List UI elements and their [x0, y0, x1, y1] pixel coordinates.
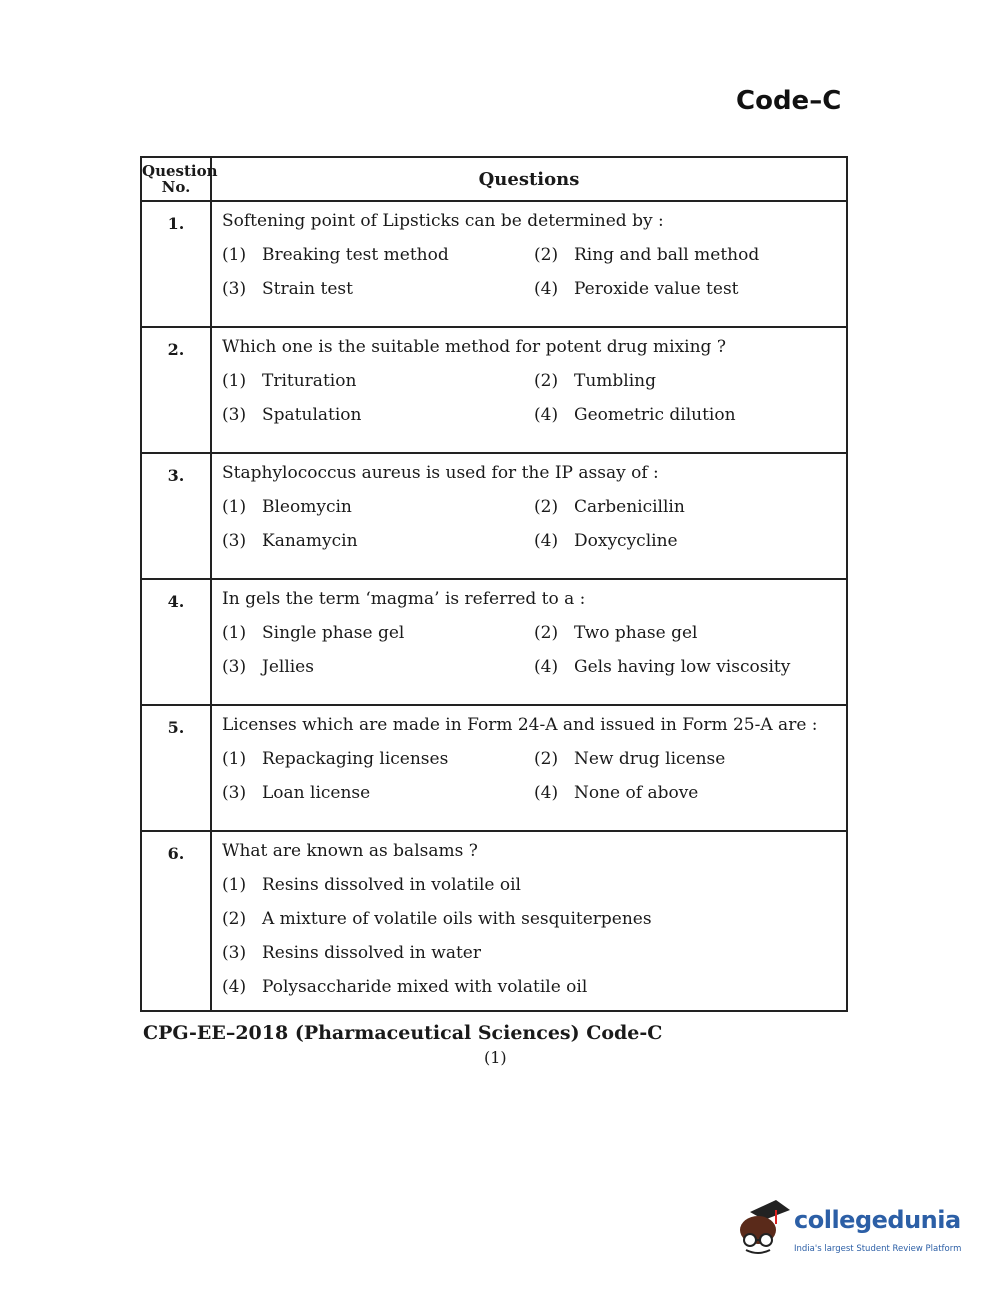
logo-tagline: India's largest Student Review Platform — [794, 1244, 962, 1254]
logo-name: collegedunia — [794, 1206, 961, 1234]
table-header-row — [141, 157, 847, 201]
paper-code: Code–C — [736, 86, 842, 116]
option: (2) Carbenicillin — [534, 497, 685, 517]
table-row — [141, 831, 847, 1011]
mascot-icon — [736, 1196, 792, 1256]
option: (3) Resins dissolved in water — [222, 943, 481, 963]
question-text: Staphylococcus aureus is used for the IP assay of : — [222, 463, 659, 483]
options — [222, 748, 846, 804]
option: (1) Repackaging licenses — [222, 749, 449, 769]
option: (1) Resins dissolved in volatile oil — [222, 875, 521, 895]
question-no-header: Question No. — [141, 157, 211, 201]
option: (2) Ring and ball method — [534, 245, 760, 265]
option: (2) A mixture of volatile oils with sesquiterpenes — [222, 909, 652, 929]
option: (1) Trituration — [222, 371, 357, 391]
option: (4) Peroxide value test — [534, 279, 739, 299]
question-cell — [211, 453, 847, 579]
option: (4) None of above — [534, 783, 699, 803]
table-row — [141, 327, 847, 453]
option: (3) Kanamycin — [222, 531, 358, 551]
question-text: Softening point of Lipsticks can be determined by : — [222, 211, 664, 231]
option: (4) Doxycycline — [534, 531, 678, 551]
option: (4) Geometric dilution — [534, 405, 736, 425]
option: (3) Strain test — [222, 279, 353, 299]
option: (2) New drug license — [534, 749, 726, 769]
page-number: (1) — [484, 1048, 507, 1067]
questions-table — [140, 156, 848, 1012]
question-text: Which one is the suitable method for potent drug mixing ? — [222, 337, 726, 357]
question-cell — [211, 327, 847, 453]
options — [222, 244, 846, 300]
option: (3) Jellies — [222, 657, 314, 677]
question-cell — [211, 201, 847, 327]
option: (3) Loan license — [222, 783, 371, 803]
options — [222, 370, 846, 426]
question-text: Licenses which are made in Form 24-A and issued in Form 25-A are : — [222, 715, 818, 735]
option: (2) Two phase gel — [534, 623, 698, 643]
option: (3) Spatulation — [222, 405, 362, 425]
questions-header: Questions — [211, 157, 847, 201]
question-number: 6. — [141, 831, 211, 1011]
question-number: 3. — [141, 453, 211, 579]
table-row — [141, 579, 847, 705]
question-number: 4. — [141, 579, 211, 705]
option: (1) Bleomycin — [222, 497, 352, 517]
collegedunia-logo — [736, 1196, 966, 1266]
table-row — [141, 705, 847, 831]
table-row — [141, 453, 847, 579]
question-number: 2. — [141, 327, 211, 453]
question-cell — [211, 705, 847, 831]
options — [222, 622, 846, 678]
option: (1) Breaking test method — [222, 245, 449, 265]
exam-footer: CPG-EE–2018 (Pharmaceutical Sciences) Code-C — [143, 1022, 663, 1044]
table-row — [141, 201, 847, 327]
question-number: 5. — [141, 705, 211, 831]
options — [222, 874, 846, 998]
question-number: 1. — [141, 201, 211, 327]
question-cell — [211, 579, 847, 705]
option: (2) Tumbling — [534, 371, 656, 391]
question-text: In gels the term ‘magma’ is referred to a : — [222, 589, 586, 609]
options — [222, 496, 846, 552]
question-cell — [211, 831, 847, 1011]
option: (4) Gels having low viscosity — [534, 657, 791, 677]
option: (1) Single phase gel — [222, 623, 405, 643]
option: (4) Polysaccharide mixed with volatile oil — [222, 977, 588, 997]
question-text: What are known as balsams ? — [222, 841, 478, 861]
